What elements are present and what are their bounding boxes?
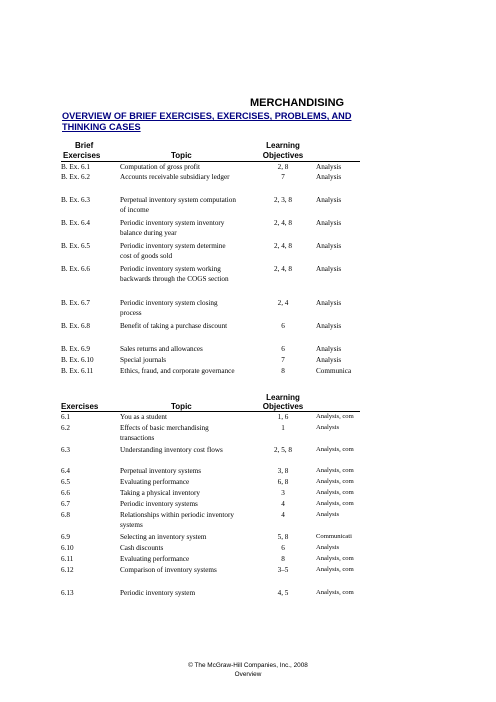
row-number: B. Ex. 6.10	[61, 356, 94, 364]
row-learning-objectives: 4	[281, 511, 285, 519]
row-skills: Analysis, com	[316, 500, 354, 507]
row-skills: Analysis	[316, 196, 342, 204]
row-topic: Effects of basic merchandising transactions	[120, 424, 209, 442]
overview-subtitle	[62, 111, 360, 133]
row-learning-objectives: 1	[281, 424, 285, 432]
row-topic: Periodic inventory system closing process	[120, 299, 218, 317]
row-topic: Understanding inventory cost flows	[120, 446, 223, 454]
row-skills: Analysis	[316, 242, 342, 250]
row-learning-objectives: 8	[281, 555, 285, 563]
ex-col-header-objectives: Objectives	[262, 402, 304, 411]
row-learning-objectives: 3	[281, 489, 285, 497]
row-number: B. Ex. 6.3	[61, 196, 90, 204]
row-number: 6.4	[61, 467, 70, 475]
row-topic: Periodic inventory system determine cost of goods sold	[120, 242, 226, 260]
subtitle-line-2: THINKING CASES	[62, 122, 141, 132]
row-skills: Analysis, com	[316, 566, 354, 573]
row-number: 6.5	[61, 478, 70, 486]
row-topic: Perpetual inventory system computation of income	[120, 196, 236, 214]
row-learning-objectives: 4	[281, 500, 285, 508]
row-topic: Periodic inventory system working backwards through the COGS section	[120, 265, 229, 283]
row-number: B. Ex. 6.8	[61, 322, 90, 330]
ex-col-header-topic: Topic	[171, 402, 192, 411]
chapter-title: MERCHANDISING	[250, 97, 345, 109]
row-topic: Accounts receivable subsidiary ledger	[120, 173, 230, 181]
row-number: 6.10	[61, 544, 74, 552]
row-number: 6.12	[61, 566, 74, 574]
row-skills: Communicati	[316, 533, 352, 540]
row-learning-objectives: 2, 3, 8	[274, 196, 292, 204]
row-learning-objectives: 2, 4, 8	[274, 265, 292, 273]
subtitle-line-1: OVERVIEW OF BRIEF EXERCISES, EXERCISES, PROBLEMS, AND	[62, 111, 352, 121]
row-skills: Analysis, com	[316, 555, 354, 562]
row-topic: Relationships within periodic inventory systems	[120, 511, 234, 529]
row-topic: Comparison of inventory systems	[120, 566, 217, 574]
row-skills: Analysis	[316, 424, 340, 431]
row-number: B. Ex. 6.7	[61, 299, 90, 307]
row-number: 6.9	[61, 533, 70, 541]
row-skills: Analysis	[316, 511, 340, 518]
row-topic: You as a student	[120, 413, 167, 421]
footer-label: Overview	[234, 671, 262, 678]
row-learning-objectives: 3, 8	[277, 467, 289, 475]
row-skills: Analysis, com	[316, 413, 354, 420]
row-number: B. Ex. 6.4	[61, 219, 90, 227]
row-skills: Analysis, com	[316, 489, 354, 496]
row-topic: Evaluating performance	[120, 478, 190, 486]
row-skills: Communica	[316, 367, 352, 375]
row-topic: Cash discounts	[120, 544, 164, 552]
ex-col-header-exercises: Exercises	[61, 402, 99, 411]
row-topic: Taking a physical inventory	[120, 489, 200, 497]
row-skills: Analysis	[316, 544, 340, 551]
row-skills: Analysis, com	[316, 478, 354, 485]
row-skills: Analysis, com	[316, 467, 354, 474]
row-skills: Analysis	[316, 219, 342, 227]
row-number: B. Ex. 6.11	[61, 367, 94, 375]
row-topic: Evaluating performance	[120, 555, 190, 563]
row-topic: Periodic inventory system	[120, 589, 196, 597]
row-skills: Analysis	[316, 345, 342, 353]
col-header-objectives: Objectives	[262, 151, 304, 160]
row-learning-objectives: 2, 8	[277, 163, 289, 171]
row-number: B. Ex. 6.9	[61, 345, 90, 353]
row-skills: Analysis, com	[316, 446, 354, 453]
row-learning-objectives: 6	[281, 322, 285, 330]
row-skills: Analysis	[316, 163, 342, 171]
row-number: B. Ex. 6.2	[61, 173, 90, 181]
row-number: 6.6	[61, 489, 70, 497]
row-topic: Ethics, fraud, and corporate governance	[120, 367, 235, 375]
row-learning-objectives: 8	[281, 367, 285, 375]
row-learning-objectives: 7	[281, 356, 285, 364]
col-header-exercises: Exercises	[63, 151, 101, 160]
footer-copyright: © The McGraw-Hill Companies, Inc., 2008	[188, 662, 308, 669]
row-learning-objectives: 2, 4, 8	[274, 219, 292, 227]
row-number: B. Ex. 6.1	[61, 163, 90, 171]
row-topic: Computation of gross profit	[120, 163, 201, 171]
row-number: 6.2	[61, 424, 70, 432]
row-topic: Special journals	[120, 356, 167, 364]
col-header-topic: Topic	[171, 151, 192, 160]
row-learning-objectives: 1, 6	[277, 413, 289, 421]
row-skills: Analysis	[316, 299, 342, 307]
row-skills: Analysis, com	[316, 589, 354, 596]
row-skills: Analysis	[316, 322, 342, 330]
row-skills: Analysis	[316, 356, 342, 364]
row-learning-objectives: 5, 8	[277, 533, 289, 541]
row-learning-objectives: 6	[281, 345, 285, 353]
row-topic: Benefit of taking a purchase discount	[120, 322, 228, 330]
row-number: 6.11	[61, 555, 74, 563]
row-learning-objectives: 2, 4, 8	[274, 242, 292, 250]
row-topic: Periodic inventory system inventory balance during year	[120, 219, 225, 237]
row-number: 6.3	[61, 446, 70, 454]
row-topic: Periodic inventory systems	[120, 500, 198, 508]
row-number: 6.1	[61, 413, 70, 421]
row-learning-objectives: 4, 5	[277, 589, 289, 597]
row-learning-objectives: 6	[281, 544, 285, 552]
row-learning-objectives: 2, 4	[277, 299, 289, 307]
row-learning-objectives: 7	[281, 173, 285, 181]
row-number: B. Ex. 6.5	[61, 242, 90, 250]
row-number: 6.13	[61, 589, 74, 597]
row-number: B. Ex. 6.6	[61, 265, 90, 273]
row-number: 6.7	[61, 500, 70, 508]
row-skills: Analysis	[316, 173, 342, 181]
row-learning-objectives: 3–5	[277, 566, 289, 574]
row-learning-objectives: 2, 5, 8	[274, 446, 292, 454]
row-learning-objectives: 6, 8	[277, 478, 289, 486]
col-header-brief: Brief	[75, 141, 94, 150]
row-topic: Selecting an inventory system	[120, 533, 207, 541]
col-header-learning: Learning	[266, 141, 300, 150]
row-skills: Analysis	[316, 265, 342, 273]
ex-col-header-learning: Learning	[266, 393, 300, 402]
row-topic: Perpetual inventory systems	[120, 467, 202, 475]
row-number: 6.8	[61, 511, 70, 519]
row-topic: Sales returns and allowances	[120, 345, 203, 353]
